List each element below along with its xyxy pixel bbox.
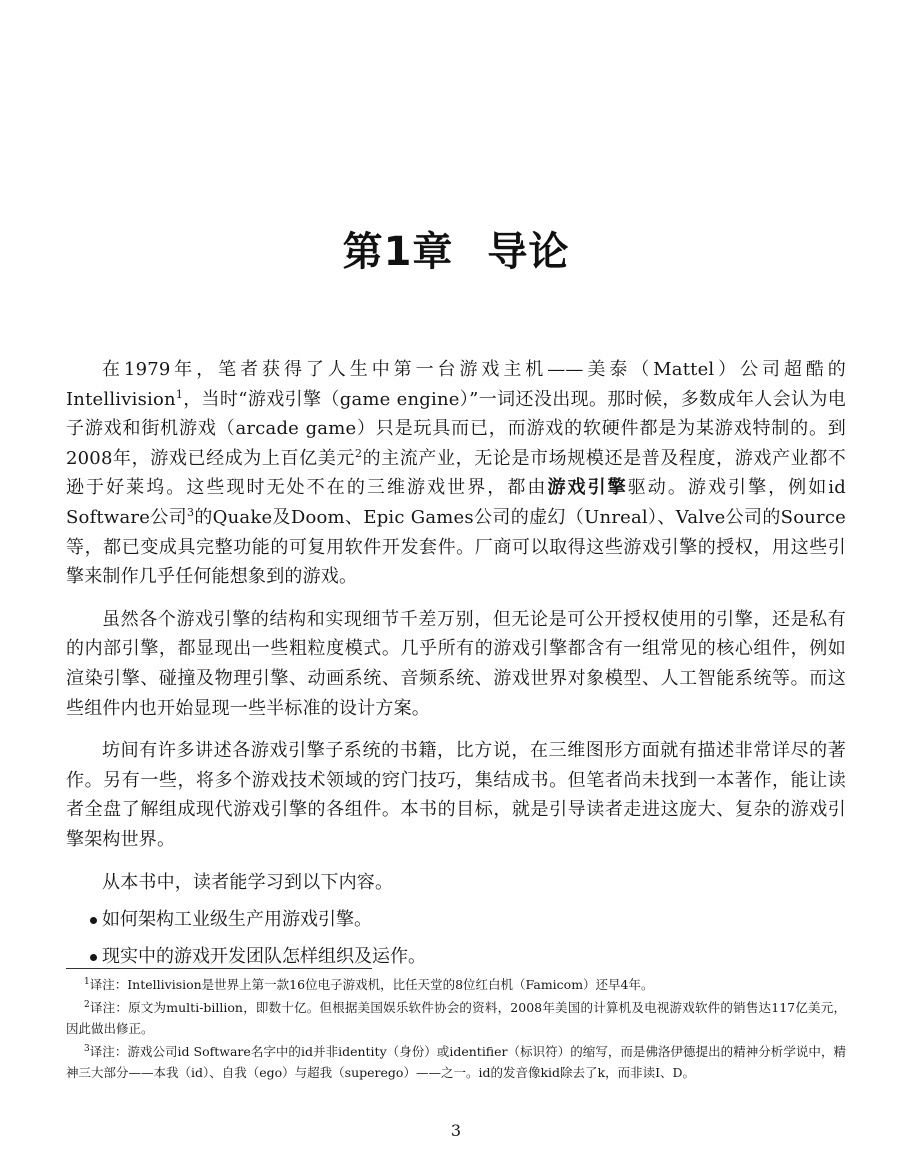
footnote-divider [66, 968, 372, 969]
chapter-number: 第1章 [342, 229, 454, 275]
chapter-name: 导论 [487, 229, 570, 275]
bullet-item [66, 905, 846, 935]
bullet-dot-icon [90, 954, 97, 961]
footnote-text: 译注：游戏公司id Software名字中的id并非identity（身份）或identifier（标识符）的缩写，而是佛洛伊德提出的精神分析学说中，精神三大部分——本我（id）、自我（ego）与超我（superego）——之一。id的发音像kid除去了k，而非读I、D。 [66, 1044, 846, 1080]
footnote-ref-3: 3 [186, 505, 195, 519]
footnote-mark: 3 [84, 1043, 90, 1054]
paragraph-3: 坊间有许多讲述各游戏引擎子系统的书籍，比方说，在三维图形方面就有描述非常详尽的著作。另有一些，将多个游戏技术领域的窍门技巧，集结成书。但笔者尚未找到一本著作，能让读者全盘了解组成现代游戏引擎的各组件。本书的目标，就是引导读者走进这庞大、复杂的游戏引擎架构世界。 [66, 740, 846, 850]
paragraph-1 [66, 355, 846, 592]
paragraph-1-part-c: 的主流产业，无论是市场规模还是普及程度，游戏产业都不逊于好莱坞。这些现时无处不在的三维游戏世界，都由 [66, 447, 846, 499]
footnote-ref-1: 1 [175, 387, 184, 401]
paragraph-4: 从本书中，读者能学习到以下内容。 [102, 871, 394, 893]
paragraph-2: 虽然各个游戏引擎的结构和实现细节千差万别，但无论是可公开授权使用的引擎，还是私有的内部引擎，都显现出一些粗粒度模式。几乎所有的游戏引擎都含有一组常见的核心组件，例如渲染引擎、碰撞及物理引擎、动画系统、音频系统、游戏世界对象模型、人工智能系统等。而这些组件内也开始显现一些半标准的设计方案。 [66, 608, 846, 719]
footnote-text: 译注：Intellivision是世界上第一款16位电子游戏机，比任天堂的8位红白机（Famicom）还早4年。 [89, 977, 654, 992]
footnote-2 [66, 997, 846, 1039]
chapter-title [0, 222, 912, 282]
footnote-mark: 1 [84, 976, 90, 987]
footnote-text: 译注：原文为multi-billion，即数十亿。但根据美国娱乐软件协会的资料，2008年美国的计算机及电视游戏软件的销售达117亿美元，因此做出修正。 [66, 1000, 846, 1036]
paragraph-1-part-a: 在1979年，笔者获得了人生中第一台游戏主机——美泰（Mattel）公司超酷的Intellivision [66, 359, 846, 410]
paragraph-1-part-b: ，当时“游戏引擎（game engine）”一词还没出现。那时候，多数成年人会认为电子游戏和街机游戏（arcade game）只是玩具而已，而游戏的软硬件都是为某游戏特制的。到2008年，游戏已经成为上百亿美元 [66, 388, 846, 469]
page-number: 3 [450, 1121, 462, 1140]
footnote-3 [66, 1041, 846, 1083]
footnote-mark: 2 [84, 999, 90, 1010]
bullet-text: 现实中的游戏开发团队怎样组织及运作。 [102, 945, 426, 967]
bullet-dot-icon [90, 917, 97, 924]
body-text [66, 355, 846, 978]
bullet-text: 如何架构工业级生产用游戏引擎。 [102, 909, 372, 931]
paragraph-1-part-e: 的Quake及Doom、Epic Games公司的虚幻（Unreal）、Valve公司的Source等，都已变成具完整功能的可复用软件开发套件。厂商可以取得这些游戏引擎的授权，用这些引擎来制作几乎任何能想象到的游戏。 [66, 506, 846, 588]
footnotes [66, 974, 846, 1085]
bullet-list [66, 905, 846, 971]
paragraph-1-part-d: 驱动。游戏引擎，例如id Software公司 [66, 477, 846, 528]
bold-term-game-engine: 游戏引擎 [547, 477, 628, 499]
bullet-item [66, 942, 846, 972]
footnote-1 [66, 974, 846, 995]
footnote-ref-2: 2 [354, 446, 363, 460]
